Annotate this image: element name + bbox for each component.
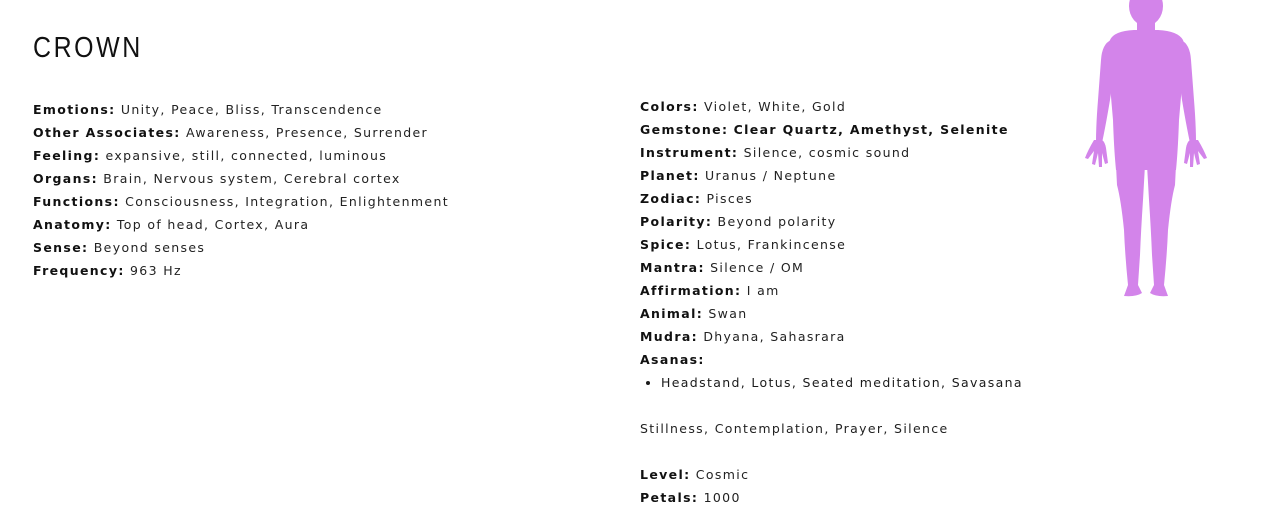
asanas-list: [640, 371, 1023, 394]
property-label: Animal:: [640, 306, 704, 321]
property-label: Anatomy:: [33, 217, 112, 232]
property-value: Consciousness, Integration, Enlightenment: [125, 194, 449, 209]
chakra-properties-left: [33, 98, 449, 282]
property-label: Organs:: [33, 171, 98, 186]
chakra-properties-right: [640, 95, 1023, 509]
page-title: CROWN: [33, 32, 143, 64]
property-asanas: [640, 348, 1023, 371]
property-label: Functions:: [33, 194, 120, 209]
spacer: [640, 440, 1023, 463]
property-animal: [640, 302, 1023, 325]
property-value: Top of head, Cortex, Aura: [116, 217, 310, 232]
property-label: Emotions:: [33, 102, 116, 117]
property-value: Uranus / Neptune: [705, 168, 837, 183]
property-mudra: [640, 325, 1023, 348]
list-item: • Headstand, Lotus, Seated meditation, Savasana: [661, 371, 1023, 394]
property-value: 1000: [703, 490, 741, 505]
property-value: Silence, cosmic sound: [743, 145, 911, 160]
property-value: expansive, still, connected, luminous: [105, 148, 388, 163]
property-label: Level:: [640, 467, 691, 482]
property-polarity: [640, 210, 1023, 233]
property-label: Polarity:: [640, 214, 713, 229]
practices-text: Stillness, Contemplation, Prayer, Silence: [640, 421, 949, 436]
property-affirmation: [640, 279, 1023, 302]
property-label: Petals:: [640, 490, 699, 505]
property-level: [640, 463, 1023, 486]
property-mantra: [640, 256, 1023, 279]
spacer: [640, 394, 1023, 417]
property-label: Mantra:: [640, 260, 705, 275]
property-sense: [33, 236, 449, 259]
property-instrument: [640, 141, 1023, 164]
property-label: Spice:: [640, 237, 692, 252]
property-value: Cosmic: [695, 467, 750, 482]
property-gemstone: [640, 118, 1023, 141]
property-value: Awareness, Presence, Surrender: [185, 125, 429, 140]
property-planet: [640, 164, 1023, 187]
property-label: Instrument:: [640, 145, 739, 160]
property-label: Sense:: [33, 240, 89, 255]
property-value: Dhyana, Sahasrara: [703, 329, 846, 344]
property-value: Clear Quartz, Amethyst, Selenite: [733, 122, 1009, 137]
property-petals: [640, 486, 1023, 509]
property-value: Brain, Nervous system, Cerebral cortex: [103, 171, 401, 186]
property-value: Beyond senses: [93, 240, 206, 255]
property-organs: [33, 167, 449, 190]
property-emotions: [33, 98, 449, 121]
property-label: Asanas:: [640, 352, 705, 367]
property-label: Feeling:: [33, 148, 101, 163]
property-value: I am: [746, 283, 780, 298]
property-value: 963 Hz: [130, 263, 182, 278]
human-body-silhouette-icon: [1080, 0, 1212, 300]
property-spice: [640, 233, 1023, 256]
property-colors: [640, 95, 1023, 118]
property-functions: [33, 190, 449, 213]
property-value: Lotus, Frankincense: [696, 237, 847, 252]
property-label: Colors:: [640, 99, 699, 114]
property-value: Beyond polarity: [717, 214, 837, 229]
property-value: Pisces: [706, 191, 753, 206]
property-label: Zodiac:: [640, 191, 702, 206]
property-feeling: [33, 144, 449, 167]
property-other-associates: [33, 121, 449, 144]
property-value: Silence / OM: [710, 260, 805, 275]
property-label: Mudra:: [640, 329, 698, 344]
property-value: Unity, Peace, Bliss, Transcendence: [120, 102, 383, 117]
property-anatomy: [33, 213, 449, 236]
property-value: Violet, White, Gold: [704, 99, 847, 114]
property-value: Swan: [708, 306, 748, 321]
property-frequency: [33, 259, 449, 282]
property-label: Affirmation:: [640, 283, 742, 298]
property-label: Planet:: [640, 168, 700, 183]
property-label: Gemstone:: [640, 122, 729, 137]
property-label: Frequency:: [33, 263, 125, 278]
property-label: Other Associates:: [33, 125, 181, 140]
property-zodiac: [640, 187, 1023, 210]
